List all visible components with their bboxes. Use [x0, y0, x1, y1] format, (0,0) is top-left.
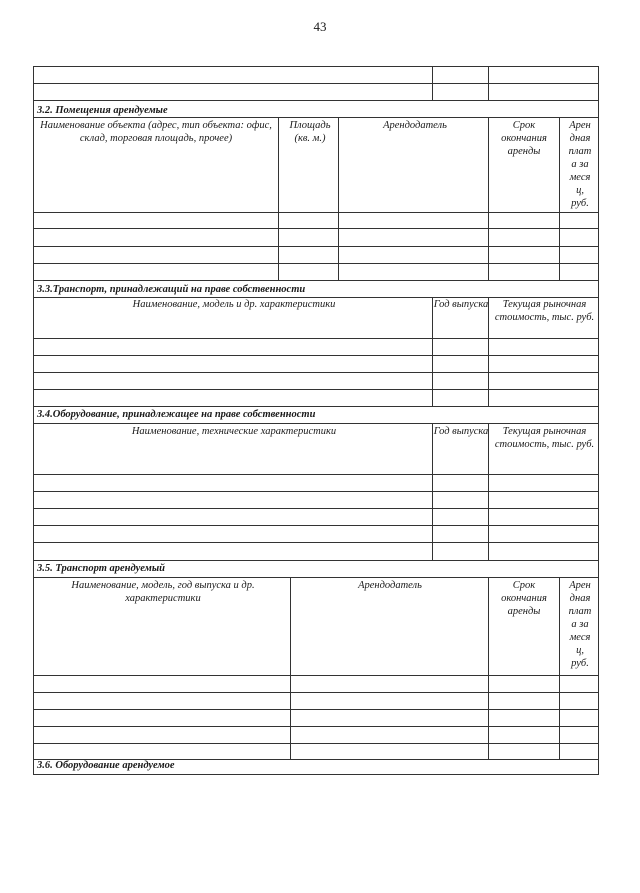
page-number: 43: [313, 19, 327, 34]
header-equipment-name: Наименование, технические характеристики: [131, 426, 337, 437]
row-rule: [33, 212, 599, 213]
column-rule: [432, 297, 433, 406]
column-rule: [559, 577, 560, 759]
row-rule: [33, 423, 599, 424]
column-rule: [432, 66, 433, 100]
header-rent-line: плат: [568, 146, 592, 157]
header-rent-line: руб.: [571, 198, 589, 209]
row-rule: [33, 246, 599, 247]
row-rule: [33, 100, 599, 101]
header-monthly-rent: [560, 119, 600, 210]
row-rule: [33, 743, 599, 744]
header-rent-line: Арен: [569, 120, 591, 131]
row-rule: [33, 372, 599, 373]
row-rule: [33, 263, 599, 264]
column-rule: [33, 66, 34, 774]
header-market-value: Текущая рыночная стоимость, тыс. руб.: [494, 299, 595, 323]
header-rent-line: меся: [569, 632, 591, 643]
header-area: Площадь (кв. м.): [289, 120, 331, 144]
row-rule: [33, 406, 599, 407]
row-rule: [33, 297, 599, 298]
header-rent-line: Арен: [569, 580, 591, 591]
header-rent-line: а за: [571, 619, 589, 630]
column-rule: [598, 66, 599, 774]
header-rent-line: дная: [569, 133, 591, 144]
row-rule: [33, 355, 599, 356]
column-rule: [488, 66, 489, 100]
header-lessor: Арендодатель: [358, 580, 422, 591]
header-year: Год выпуска: [433, 299, 489, 310]
section-3-4-title: 3.4.Оборудование, принадлежащее на праве собственности: [37, 409, 316, 420]
header-rent-line: руб.: [571, 658, 589, 669]
column-rule: [488, 297, 489, 406]
header-rent-line: меся: [569, 172, 591, 183]
row-rule: [33, 508, 599, 509]
header-transport-name: Наименование, модель и др. характеристики: [132, 299, 336, 310]
column-rule: [488, 577, 489, 759]
row-rule: [33, 338, 599, 339]
row-rule: [33, 117, 599, 118]
header-rent-line: ц,: [576, 645, 584, 656]
column-rule: [290, 577, 291, 759]
column-rule: [338, 117, 339, 280]
row-rule: [33, 66, 599, 67]
row-rule: [33, 542, 599, 543]
section-3-3-title: 3.3.Транспорт, принадлежащий на праве собственности: [37, 284, 306, 295]
row-rule: [33, 726, 599, 727]
column-rule: [488, 423, 489, 560]
row-rule: [33, 560, 599, 561]
section-3-6-title: 3.6. Оборудование арендуемое: [37, 760, 175, 771]
row-rule: [33, 774, 599, 775]
row-rule: [33, 491, 599, 492]
header-object-name: Наименование объекта (адрес, тип объекта: офис, склад, торговая площадь, прочее): [40, 120, 272, 144]
row-rule: [33, 83, 599, 84]
row-rule: [33, 675, 599, 676]
row-rule: [33, 389, 599, 390]
section-3-2-title: 3.2. Помещения арендуемые: [37, 105, 168, 116]
column-rule: [559, 117, 560, 280]
row-rule: [33, 474, 599, 475]
row-rule: [33, 280, 599, 281]
header-year: Год выпуска: [433, 426, 489, 437]
header-lease-end: Срок окончания аренды: [501, 580, 547, 617]
header-lease-end: Срок окончания аренды: [501, 120, 547, 157]
form-table: [33, 66, 599, 774]
row-rule: [33, 525, 599, 526]
row-rule: [33, 577, 599, 578]
header-rent-line: дная: [569, 593, 591, 604]
header-lessor: Арендодатель: [383, 120, 447, 131]
section-3-5-title: 3.5. Транспорт арендуемый: [37, 563, 165, 574]
row-rule: [33, 692, 599, 693]
header-market-value: Текущая рыночная стоимость, тыс. руб.: [494, 426, 595, 450]
column-rule: [432, 423, 433, 560]
header-rent-line: ц,: [576, 185, 584, 196]
row-rule: [33, 228, 599, 229]
column-rule: [488, 117, 489, 280]
row-rule: [33, 759, 599, 760]
column-rule: [278, 117, 279, 280]
header-monthly-rent: [560, 579, 600, 670]
header-rent-line: плат: [568, 606, 592, 617]
header-rent-line: а за: [571, 159, 589, 170]
row-rule: [33, 709, 599, 710]
header-leased-transport-name: Наименование, модель, год выпуска и др. характеристики: [71, 580, 255, 604]
